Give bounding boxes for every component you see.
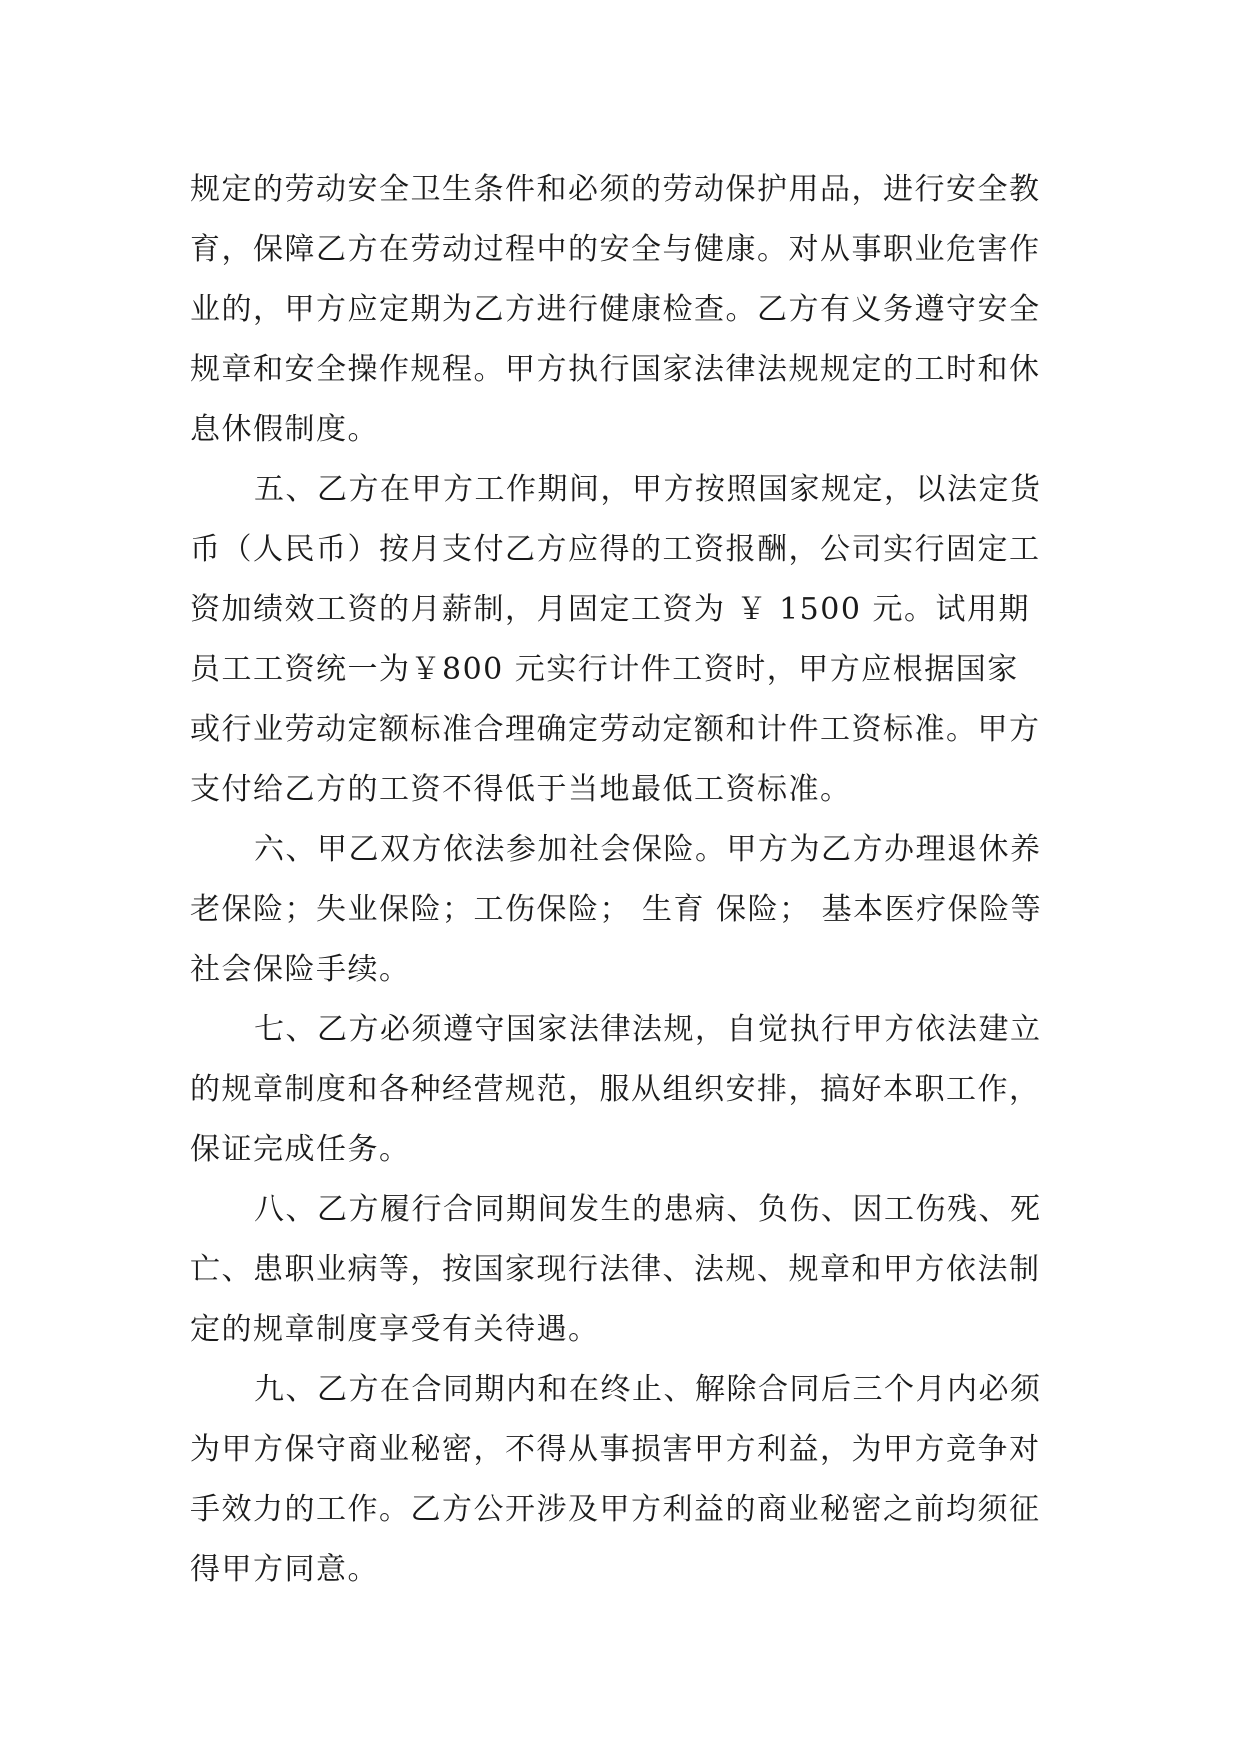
paragraph-clause-8: 八、乙方履行合同期间发生的患病、负伤、因工伤残、死亡、患职业病等，按国家现行法律、法规、规章和甲方依法制定的规章制度享受有关待遇。	[190, 1192, 1042, 1347]
paragraph-clause-6: 六、甲乙双方依法参加社会保险。甲方为乙方办理退休养老保险；失业保险；工伤保险； 生育 保险； 基本医疗保险等社会保险手续。	[190, 832, 1043, 987]
paragraph-continuation: 规定的劳动安全卫生条件和必须的劳动保护用品，进行安全教育，保障乙方在劳动过程中的安全与健康。对从事职业危害作业的，甲方应定期为乙方进行健康检查。乙方有义务遵守安全规章和安全操作规程。甲方执行国家法律法规规定的工时和休息休假制度。	[190, 172, 1041, 447]
paragraph-clause-7: 七、乙方必须遵守国家法律法规，自觉执行甲方依法建立的规章制度和各种经营规范，服从组织安排，搞好本职工作，保证完成任务。	[190, 1012, 1042, 1167]
paragraph-clause-9: 九、乙方在合同期内和在终止、解除合同后三个月内必须为甲方保守商业秘密，不得从事损害甲方利益，为甲方竞争对手效力的工作。乙方公开涉及甲方利益的商业秘密之前均须征得甲方同意。	[190, 1372, 1042, 1587]
paragraph-clause-5: 五、乙方在甲方工作期间，甲方按照国家规定，以法定货币（人民币）按月支付乙方应得的工资报酬，公司实行固定工资加绩效工资的月薪制，月固定工资为 ￥ 1500 元。试用期员工工资统一为￥800 元实行计件工资时，甲方应根据国家或行业劳动定额标准合理确定劳动定额和计件工资标准。甲方支付给乙方的工资不得低于当地最低工资标准。	[190, 472, 1042, 807]
document-body	[190, 160, 1050, 1600]
